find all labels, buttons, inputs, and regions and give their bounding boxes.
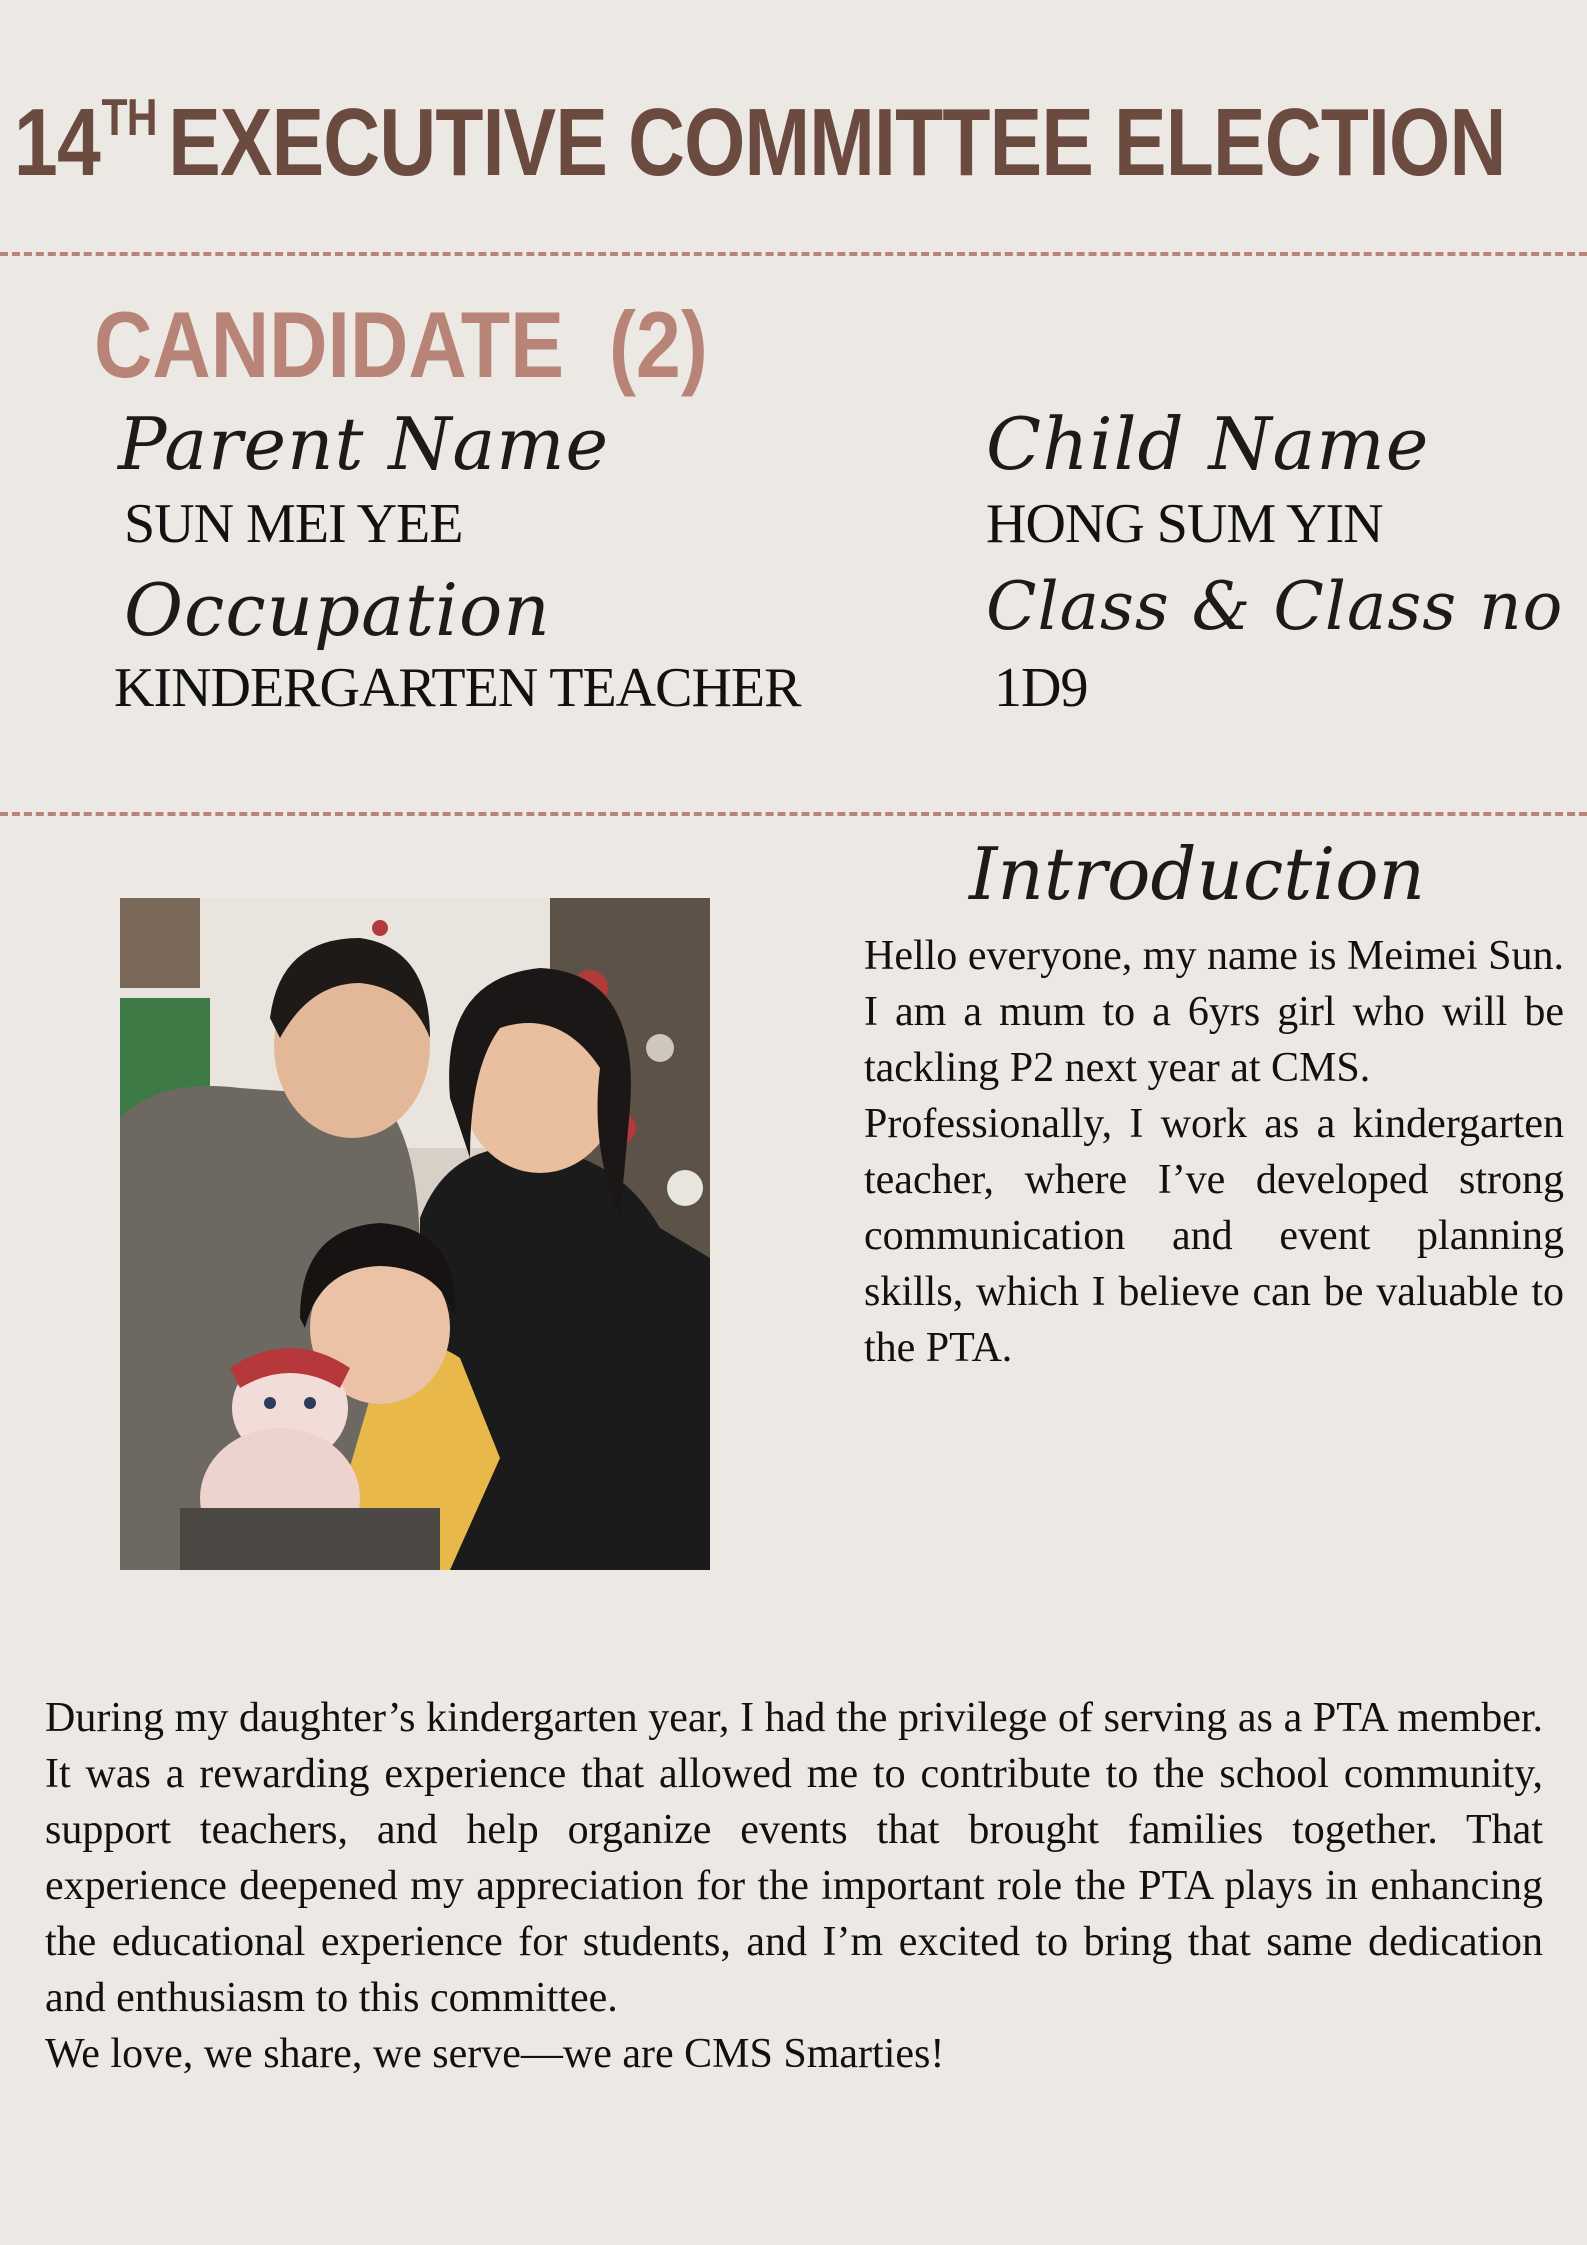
candidate-label: CANDIDATE: [94, 292, 565, 397]
introduction-heading: Introduction: [969, 832, 1425, 916]
middle-divider: [0, 812, 1587, 816]
title-text: EXECUTIVE COMMITTEE ELECTION: [168, 89, 1506, 196]
page-title: [14, 89, 1506, 196]
statement-slogan: We love, we share, we serve—we are CMS Smarties!: [45, 2031, 945, 2077]
introduction-paragraph: Professionally, I work as a kindergarten teacher, where I’ve developed strong communication and event planning skills, which I believe can be valuable to the PTA.: [864, 1101, 1564, 1371]
family-photo: [120, 898, 710, 1570]
occupation-label: Occupation: [124, 568, 551, 652]
candidate-heading: [94, 292, 708, 397]
candidate-number: (2): [608, 292, 708, 397]
child-name-label: Child Name: [986, 402, 1430, 486]
statement-text: [45, 1690, 1543, 2082]
top-divider: [0, 252, 1587, 256]
child-name-value: HONG SUM YIN: [986, 493, 1383, 555]
statement-paragraph: During my daughter’s kindergarten year, I had the privilege of serving as a PTA member. It was a rewarding experience that allowed me to contribute to the school community, support teachers, and help organize events that brought families together. That experience deepened my appreciation for the important role the PTA plays in enhancing the educational experience for students, and I’m excited to bring that same dedication and enthusiasm to this committee.: [45, 1695, 1543, 2021]
introduction-text: [864, 928, 1564, 1376]
parent-name-label: Parent Name: [118, 402, 610, 486]
class-value: 1D9: [994, 657, 1088, 719]
parent-name-value: SUN MEI YEE: [124, 493, 463, 555]
class-label: Class & Class no: [986, 568, 1564, 645]
occupation-value: KINDERGARTEN TEACHER: [114, 657, 801, 719]
title-ordinal-suffix: TH: [101, 89, 157, 147]
introduction-paragraph: Hello everyone, my name is Meimei Sun. I am a mum to a 6yrs girl who will be tackling P2 next year at CMS.: [864, 933, 1564, 1091]
title-number: 14: [14, 89, 100, 196]
family-photo-illustration: [120, 898, 710, 1570]
